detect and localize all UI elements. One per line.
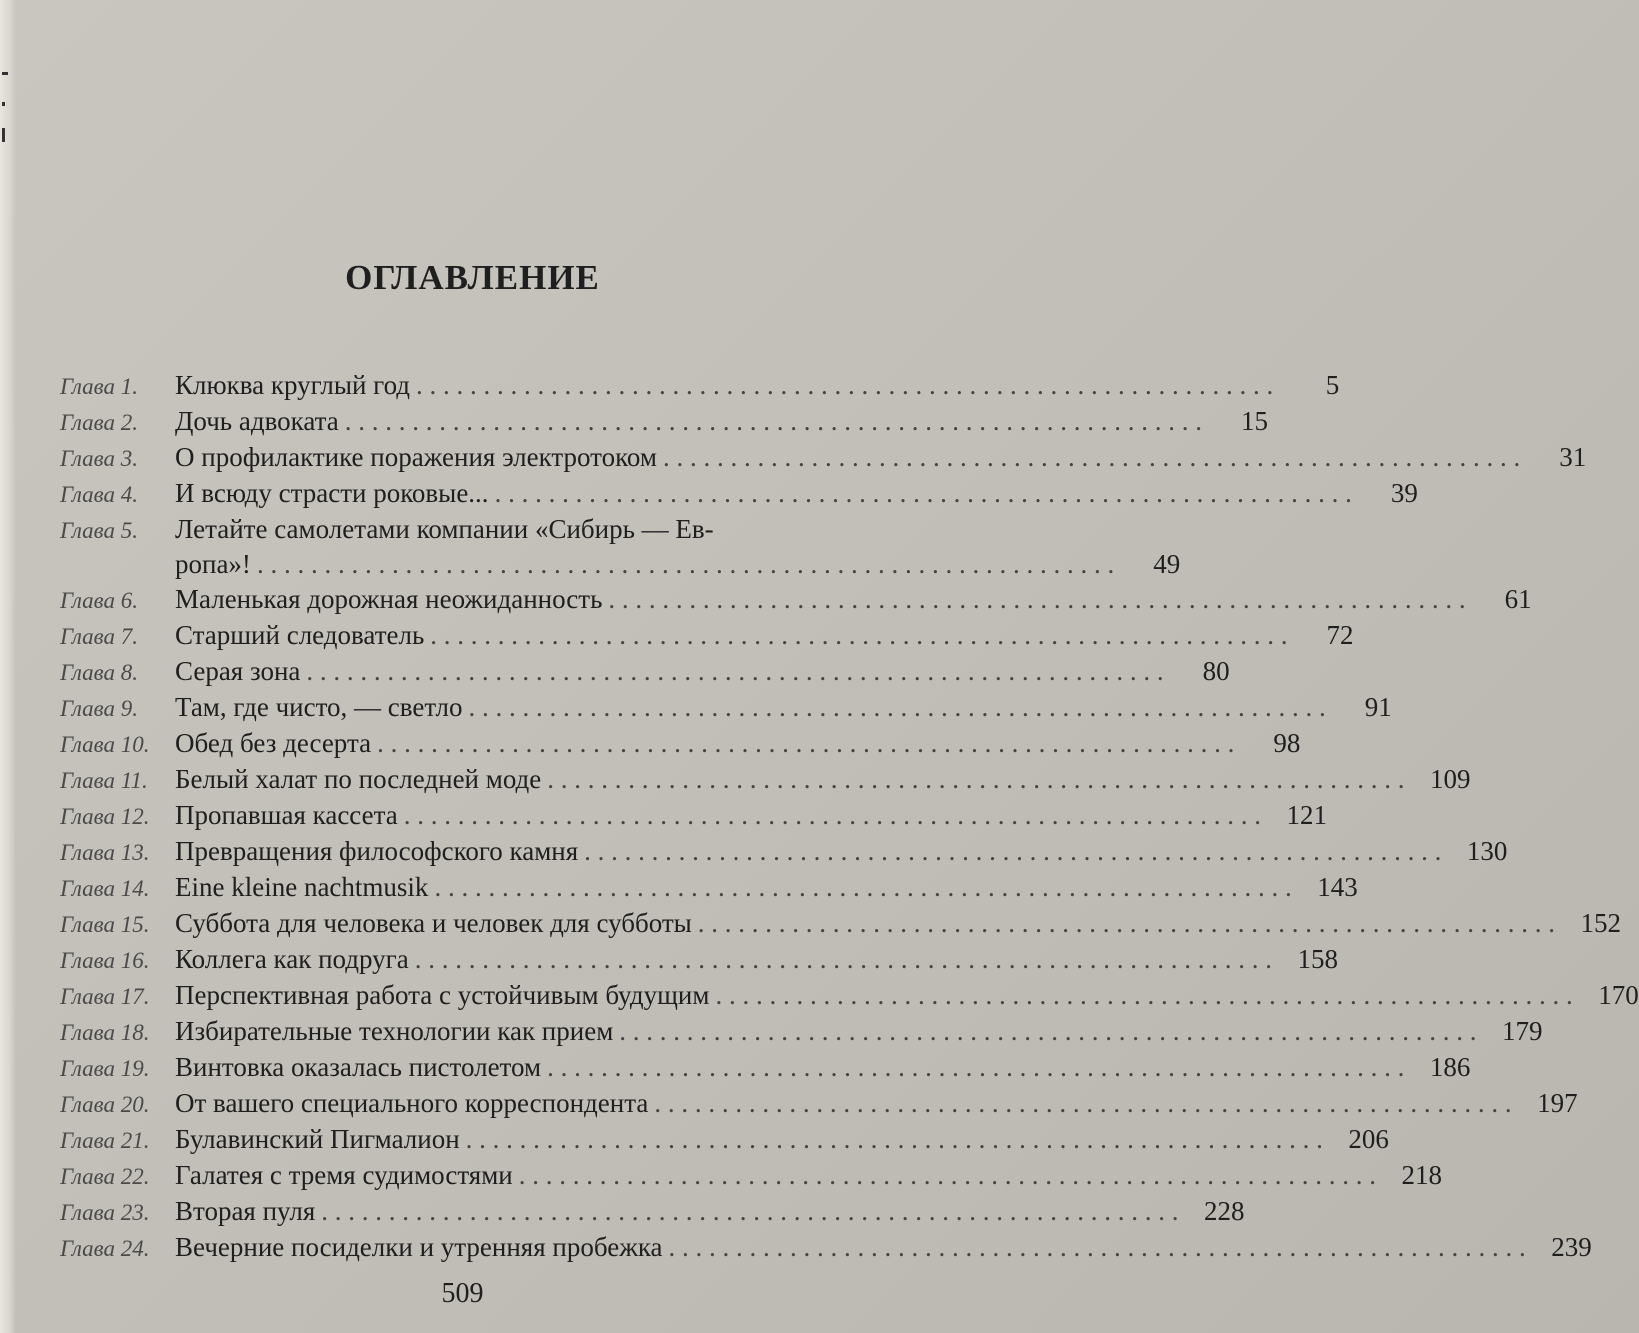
page-ref: 98 [1273, 728, 1301, 758]
chapter-title: Избирательные технологии как прием [175, 1016, 614, 1046]
chapter-title: Старший следователь [175, 620, 425, 650]
page-ref: 206 [1348, 1124, 1389, 1154]
dot-leader [404, 798, 1261, 833]
chapter-title: О профилактике поражения электротоком [175, 442, 657, 472]
dot-leader [519, 1158, 1376, 1193]
toc-entry [60, 1230, 1592, 1266]
page-ref: 39 [1390, 478, 1418, 508]
toc-entry [60, 906, 1622, 942]
dot-leader [547, 1050, 1404, 1085]
toc-entry [60, 690, 1392, 726]
dot-leader [377, 726, 1234, 761]
dot-leader [663, 440, 1520, 475]
chapter-label: Глава 15. [60, 912, 150, 937]
page-ref: 170 [1598, 980, 1639, 1010]
chapter-label: Глава 6. [60, 588, 138, 613]
page-ref: 72 [1326, 620, 1354, 650]
chapter-title: Перспективная работа с устойчивым будущим [175, 980, 710, 1010]
chapter-title: Пропавшая кассета [175, 800, 398, 830]
toc-entry [60, 726, 1301, 762]
dot-leader [654, 1086, 1511, 1121]
chapter-title: Там, где чисто, — светло [175, 692, 463, 722]
page-ref: 218 [1401, 1160, 1442, 1190]
toc-entry [60, 404, 1269, 440]
chapter-title: И всюду страсти роковые... [175, 478, 489, 508]
chapter-title: Летайте самолетами компании «Сибирь — Ев- [175, 514, 714, 544]
page-ref: 109 [1430, 764, 1471, 794]
chapter-label: Глава 8. [60, 660, 138, 685]
chapter-label: Глава 7. [60, 624, 138, 649]
dot-leader [698, 906, 1555, 941]
chapter-label: Глава 17. [60, 984, 150, 1009]
table-of-contents [60, 368, 1639, 1266]
chapter-title: Обед без десерта [175, 728, 372, 758]
page-number: 509 [441, 1278, 484, 1309]
toc-entry [60, 476, 1418, 512]
chapter-label: Глава 4. [60, 482, 138, 507]
page-title: ОГЛАВЛЕНИЕ [345, 258, 600, 297]
chapter-label: Глава 22. [60, 1164, 150, 1189]
dot-leader [416, 368, 1273, 403]
chapter-title: Булавинский Пигмалион [175, 1124, 460, 1154]
dot-leader [608, 582, 1465, 617]
chapter-title: От вашего специального корреспондента [175, 1088, 649, 1118]
page-ref: 61 [1504, 584, 1532, 614]
dot-leader [547, 762, 1404, 797]
toc-entry [60, 1014, 1543, 1050]
chapter-label: Глава 14. [60, 876, 150, 901]
dot-leader [430, 618, 1287, 653]
toc-entry [60, 942, 1338, 978]
chapter-label: Глава 20. [60, 1092, 150, 1117]
dot-leader [715, 978, 1572, 1013]
chapter-title: Вечерние посиделки и утренняя пробежка [175, 1232, 663, 1262]
page-ref: 158 [1297, 944, 1338, 974]
page-ref: 143 [1317, 872, 1358, 902]
toc-entry [60, 618, 1354, 654]
toc-entry [60, 870, 1358, 906]
dot-leader [306, 654, 1163, 689]
chapter-label: Глава 11. [60, 768, 148, 793]
toc-entry [60, 368, 1340, 404]
page-ref: 130 [1466, 836, 1508, 866]
chapter-label: Глава 13. [60, 840, 150, 865]
toc-entry [60, 582, 1532, 618]
chapter-title: Дочь адвоката [175, 406, 339, 436]
chapter-title: Вторая пуля [175, 1196, 316, 1226]
chapter-title-continuation: ропа»! [175, 549, 251, 579]
page-ref: 31 [1559, 442, 1587, 472]
chapter-title: Превращения философского камня [175, 836, 579, 866]
chapter-label: Глава 3. [60, 446, 138, 471]
dot-leader [584, 834, 1441, 869]
page-ref: 228 [1204, 1196, 1245, 1226]
toc-entry [60, 1122, 1389, 1158]
dot-leader [466, 1122, 1323, 1157]
toc-entry [60, 1158, 1442, 1194]
edge-mark [2, 128, 5, 142]
chapter-title: Галатея с тремя судимостями [175, 1160, 513, 1190]
page-ref: 80 [1202, 656, 1230, 686]
chapter-label: Глава 10. [60, 732, 150, 757]
facing-page-edge [0, 0, 16, 1333]
chapter-label: Глава 19. [60, 1056, 150, 1081]
chapter-label: Глава 1. [60, 374, 138, 399]
toc-entry [60, 834, 1508, 870]
dot-leader [619, 1014, 1476, 1049]
page-ref: 186 [1429, 1052, 1471, 1082]
dot-leader [321, 1194, 1178, 1229]
dot-leader [434, 870, 1291, 905]
page-ref: 121 [1286, 800, 1327, 830]
chapter-label: Глава 12. [60, 804, 150, 829]
toc-entry [60, 512, 1181, 582]
page-ref: 91 [1364, 692, 1392, 722]
toc-entry [60, 1086, 1578, 1122]
chapter-title: Серая зона [175, 656, 301, 686]
toc-entry [60, 762, 1471, 798]
toc-entry [60, 1050, 1471, 1086]
dot-leader [415, 942, 1272, 977]
chapter-title: Суббота для человека и человек для субботы [175, 908, 692, 938]
chapter-label: Глава 24. [60, 1236, 150, 1261]
chapter-label: Глава 2. [60, 410, 138, 435]
page-ref: 152 [1580, 908, 1622, 938]
chapter-title: Маленькая дорожная неожиданность [175, 584, 603, 614]
chapter-label: Глава 9. [60, 696, 138, 721]
chapter-label: Глава 23. [60, 1200, 150, 1225]
chapter-label: Глава 16. [60, 948, 150, 973]
dot-leader [669, 1230, 1526, 1265]
page-ref: 15 [1241, 406, 1269, 436]
chapter-label: Глава 21. [60, 1128, 150, 1153]
page-ref: 179 [1502, 1016, 1543, 1046]
toc-entry [60, 1194, 1245, 1230]
page-ref: 197 [1537, 1088, 1578, 1118]
page-ref: 239 [1551, 1232, 1592, 1262]
edge-mark [2, 72, 8, 75]
chapter-title: Винтовка оказалась пистолетом [175, 1052, 542, 1082]
dot-leader [257, 547, 1114, 582]
chapter-title: Белый халат по последней моде [175, 764, 542, 794]
chapter-label: Глава 5. [60, 518, 138, 543]
page-ref: 5 [1325, 370, 1340, 400]
toc-entry [60, 798, 1327, 834]
toc-entry [60, 654, 1230, 690]
dot-leader [345, 404, 1202, 439]
dot-leader [468, 690, 1325, 725]
edge-mark [2, 102, 5, 106]
page-ref: 49 [1153, 549, 1181, 579]
chapter-label: Глава 18. [60, 1020, 150, 1045]
chapter-title: Коллега как подруга [175, 944, 409, 974]
dot-leader [495, 476, 1352, 511]
chapter-title: Eine kleine nachtmusik [175, 872, 429, 902]
chapter-title: Клюква круглый год [175, 370, 411, 400]
toc-entry [60, 978, 1639, 1014]
toc-entry [60, 440, 1587, 476]
